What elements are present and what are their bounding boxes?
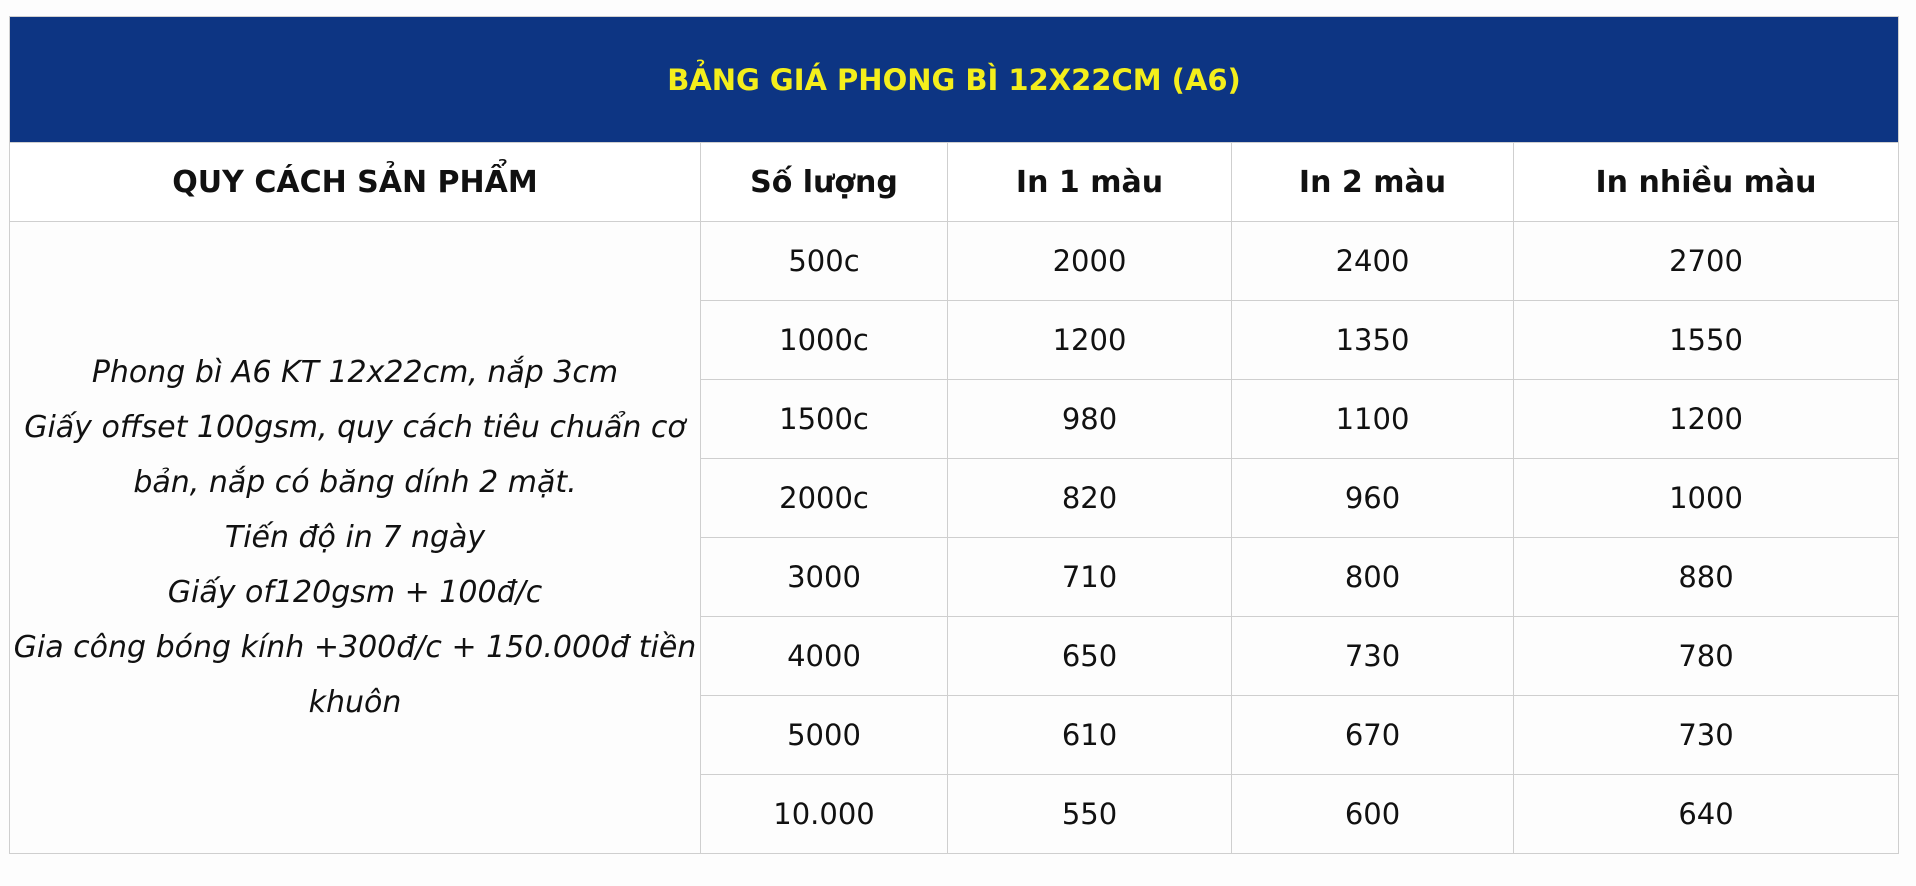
- header-row: [10, 143, 1899, 222]
- price-one-color-cell: 2000: [948, 222, 1232, 301]
- price-two-color-cell: 2400: [1232, 222, 1514, 301]
- header-spec: QUY CÁCH SẢN PHẨM: [10, 143, 701, 222]
- price-multi-color-cell: 1200: [1514, 380, 1899, 459]
- title-row: [10, 17, 1899, 143]
- price-two-color-cell: 1100: [1232, 380, 1514, 459]
- spec-line: Giấy offset 100gsm, quy cách tiêu chuẩn cơ bản, nắp có băng dính 2 mặt.: [24, 410, 686, 500]
- price-one-color-cell: 610: [948, 696, 1232, 775]
- price-multi-color-cell: 2700: [1514, 222, 1899, 301]
- spec-line: Phong bì A6 KT 12x22cm, nắp 3cm: [91, 355, 619, 390]
- price-one-color-cell: 550: [948, 775, 1232, 854]
- price-table: [9, 16, 1899, 854]
- price-multi-color-cell: 730: [1514, 696, 1899, 775]
- spec-cell: [10, 222, 701, 854]
- price-one-color-cell: 820: [948, 459, 1232, 538]
- header-one-color: In 1 màu: [948, 143, 1232, 222]
- header-quantity: Số lượng: [701, 143, 948, 222]
- qty-cell: 4000: [701, 617, 948, 696]
- price-one-color-cell: 650: [948, 617, 1232, 696]
- price-multi-color-cell: 640: [1514, 775, 1899, 854]
- qty-cell: 3000: [701, 538, 948, 617]
- price-two-color-cell: 800: [1232, 538, 1514, 617]
- price-one-color-cell: 980: [948, 380, 1232, 459]
- table-row: [10, 222, 1899, 301]
- qty-cell: 2000c: [701, 459, 948, 538]
- table-title: BẢNG GIÁ PHONG BÌ 12X22CM (A6): [10, 17, 1899, 143]
- spec-line: Giấy of120gsm + 100đ/c: [167, 575, 543, 610]
- qty-cell: 10.000: [701, 775, 948, 854]
- price-two-color-cell: 730: [1232, 617, 1514, 696]
- price-table-container: [9, 16, 1898, 854]
- price-two-color-cell: 670: [1232, 696, 1514, 775]
- qty-cell: 1500c: [701, 380, 948, 459]
- price-multi-color-cell: 880: [1514, 538, 1899, 617]
- price-two-color-cell: 600: [1232, 775, 1514, 854]
- spec-line: Gia công bóng kính +300đ/c + 150.000đ tiền khuôn: [13, 630, 697, 720]
- header-multi-color: In nhiều màu: [1514, 143, 1899, 222]
- qty-cell: 5000: [701, 696, 948, 775]
- price-multi-color-cell: 1550: [1514, 301, 1899, 380]
- price-two-color-cell: 960: [1232, 459, 1514, 538]
- price-one-color-cell: 710: [948, 538, 1232, 617]
- price-one-color-cell: 1200: [948, 301, 1232, 380]
- header-two-color: In 2 màu: [1232, 143, 1514, 222]
- spec-line: Tiến độ in 7 ngày: [224, 520, 486, 555]
- price-two-color-cell: 1350: [1232, 301, 1514, 380]
- qty-cell: 500c: [701, 222, 948, 301]
- price-multi-color-cell: 1000: [1514, 459, 1899, 538]
- price-multi-color-cell: 780: [1514, 617, 1899, 696]
- qty-cell: 1000c: [701, 301, 948, 380]
